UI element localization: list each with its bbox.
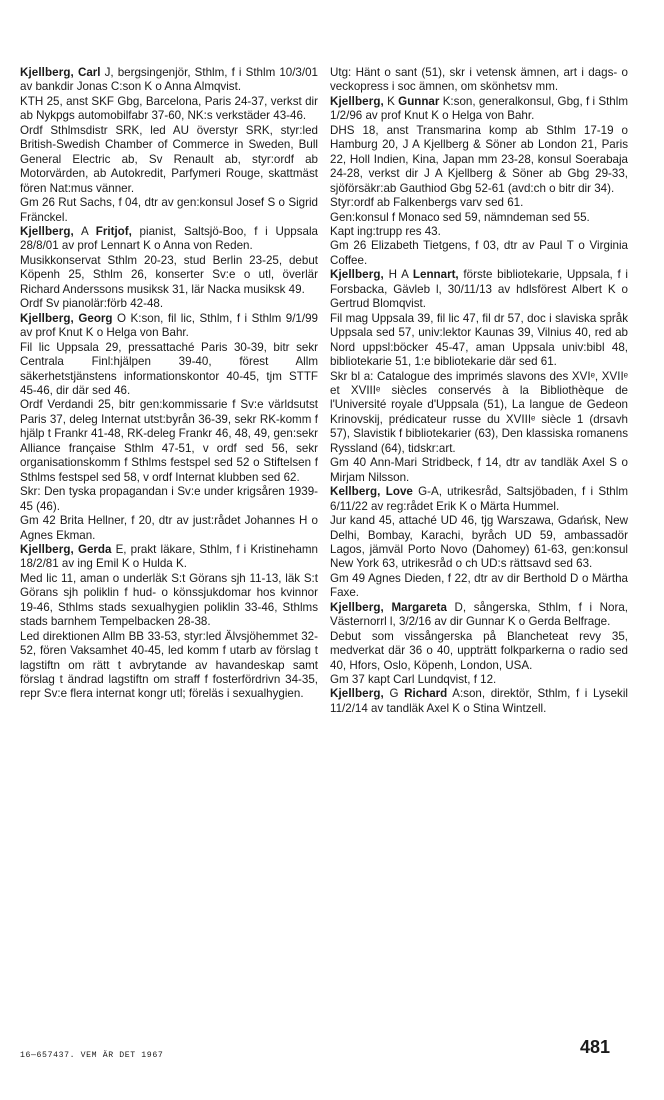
entry-given-names: K [387, 94, 395, 108]
entry-paragraph: KTH 25, anst SKF Gbg, Barcelona, Paris 24-37, verkst dir ab Nykpgs automobilfabr 37-60, NK:s verkstäder 43-46. [20, 94, 318, 123]
entry-given-names: G [389, 687, 399, 701]
entry-paragraph: Kapt ing:trupp res 43. [330, 224, 441, 238]
biography-entry [330, 66, 628, 95]
entry-heading [330, 95, 628, 124]
entry-paragraph: Fil lic Uppsala 29, pressattaché Paris 30-39, bitr sekr Centrala Finl:hjälpen 39-40, förest Allm säkerhetstjänstens informationskontor 40-45, tjm STTF 45-46, dir där sed 46. [20, 340, 318, 397]
entry-given-names: A [80, 224, 89, 238]
entry-heading [330, 268, 628, 311]
entry-called-name: Lennart, [412, 268, 459, 282]
entry-given-names: Carl [77, 66, 101, 79]
footer-imprint: 16—657437. VEM ÄR DET 1967 [20, 1051, 164, 1060]
entry-heading [330, 601, 628, 630]
entry-summary: D, sångerska, Sthlm, f i Nora, Västernorrl l, 3/2/16 av dir Gunnar K o Gerda Belfrage. [330, 600, 628, 629]
entry-paragraph: Gm 40 Ann-Mari Stridbeck, f 14, dtr av tandläk Axel S o Mirjam Nilsson. [330, 456, 628, 484]
entry-paragraph: Utg: Hänt o sant (51), skr i vetensk ämnen, art i dags- o veckopress i soc ämnen, om skönhetsv mm. [330, 66, 628, 94]
entry-given-names: Georg [78, 311, 113, 325]
entry-surname: Kellberg, [330, 485, 381, 499]
entry-paragraph: Jur kand 45, attaché UD 46, tjg Warszawa, Gdańsk, New Delhi, Bombay, Karachi, byråch UD 59, ambassadör Lagos, jämväl Porto Novo (Dahomey) 61-63, gen:konsul New York 63, utrikesråd o ch UD:s rättsavd sed 63. [330, 514, 628, 571]
entry-heading [20, 543, 318, 572]
entry-paragraph: Led direktionen Allm BB 33-53, styr:led Älvsjöhemmet 32-52, fören Vaksamhet 40-45, led komm f utarb av förslag t lagstiftn om rätt t avbrytande av havandeskap samt förslag t ändrad lagstiftn om straff f fosterfördrivn 34-35, repr Sv:e flera internat kongr utl; föreläs i sexualhygien. [20, 629, 318, 701]
biography-entry [20, 66, 318, 225]
entry-paragraph: Gm 26 Rut Sachs, f 04, dtr av gen:konsul Josef S o Sigrid Fränckel. [20, 196, 318, 224]
entry-paragraph: Gm 26 Elizabeth Tietgens, f 03, dtr av Paul T o Virginia Coffee. [330, 239, 628, 267]
entry-called-name: Richard [404, 687, 448, 701]
entry-given-names: Gerda [77, 542, 112, 556]
entry-paragraph: Ordf Verdandi 25, bitr gen:kommissarie f Sv:e världsutst Paris 37, deleg Internat utst:byrån 36-39, sekr RK-komm f hjälp t Frankr 41-48, RK-deleg Frankr 46, 48, 49, gen:sekr Alliance française Sthlm 47-51, v ordf sed 56, sekr organisationskomm f Sthlms festspel sed 52 o Stiftelsen f Sthlms festspel sed 58, v ordf Internat klubben sed 62. [20, 398, 318, 484]
entry-paragraph: Gen:konsul f Monaco sed 59, nämndeman sed 55. [330, 210, 590, 224]
entry-surname: Kjellberg, [330, 687, 384, 701]
entry-surname: Kjellberg, [330, 600, 384, 614]
entry-paragraph: Skr: Den tyska propagandan i Sv:e under krigsåren 1939-45 (46). [20, 485, 318, 513]
entry-summary: A:son, direktör, Sthlm, f i Lysekil 11/2/14 av tandläk Axel K o Stina Wintzell. [330, 687, 628, 715]
entry-paragraph: Musikkonservat Sthlm 20-23, stud Berlin 23-25, debut Köpenh 25, Sthlm 26, konserter Sv:e o utl, överlär Richard Anderssons musiksk 31, lär Nacka musiksk 49. [20, 253, 318, 296]
entry-surname: Kjellberg, [20, 542, 74, 556]
biography-entry [20, 225, 318, 312]
page-number: 481 [580, 1037, 611, 1057]
entry-paragraph: Skr bl a: Catalogue des imprimés slavons des XVIᵉ, XVIIᵉ et XVIIIᵉ siècles conservés à la Bibliothèque de l'Université royale d'Uppsala (51), La langue de Gedeon Krinovskij, prédicateur russe du XVIIIᵉ siècle 1 (drsavh 57), Slavistik f bibliotekarier (63), Den klassiska romanens Ryssland (64), tidskr:art. [330, 369, 628, 455]
entry-summary: G-A, utrikesråd, Saltsjöbaden, f i Sthlm 6/11/22 av reg:rådet Erik K o Märta Hummel. [330, 485, 628, 513]
entry-paragraph: DHS 18, anst Transmarina komp ab Sthlm 17-19 o Hamburg 20, J A Kjellberg & Söner ab London 21, Paris 22, Holl Indien, Kina, Japan mm 23-28, konsul Soerabaja 24-28, verkst dir J A Kjellberg & Söner ab Gbg 29-33, sjöförsäkr:ab Gauthiod Gbg 52-61 (avd:ch o bitr dir 34). [330, 123, 628, 195]
biography-entry [330, 268, 628, 485]
left-column [20, 66, 318, 702]
entry-given-names: H A [388, 268, 409, 282]
entry-summary: K:son, generalkonsul, Gbg, f i Sthlm 1/2/96 av prof Knut K o Helga von Bahr. [330, 94, 628, 123]
entry-paragraph: Gm 37 kapt Carl Lundqvist, f 12. [330, 673, 497, 687]
entry-summary: O K:son, fil lic, Sthlm, f i Sthlm 9/1/99 av prof Knut K o Helga von Bahr. [20, 311, 318, 340]
entry-heading [20, 225, 318, 254]
entry-paragraph: Fil mag Uppsala 39, fil lic 47, fil dr 57, doc i slaviska språk Uppsala sed 57, univ:lektor Kaunas 39, Vilnius 40, red ab Nord uppsl:böcker 45-47, aman Uppsala univ:bibl 48, bibliotekarie 51, 1:e bibliotekarie där sed 61. [330, 311, 628, 369]
entry-paragraph: Gm 49 Agnes Dieden, f 22, dtr av dir Berthold D o Märtha Faxe. [330, 571, 628, 600]
entry-surname: Kjellberg, [20, 224, 74, 238]
entry-heading [20, 312, 318, 341]
entry-summary: förste bibliotekarie, Uppsala, f i Forsbacka, Gävleb l, 30/11/13 av hdlsförest Albert K o Gertrud Blomqvist. [330, 268, 629, 311]
right-column [330, 66, 628, 716]
entry-called-name: Fritjof, [95, 224, 132, 238]
entry-surname: Kjellberg, [20, 311, 74, 325]
entry-heading [330, 687, 628, 716]
entry-given-names: Margareta [391, 600, 447, 614]
entry-heading [20, 66, 318, 95]
biography-entry [330, 687, 628, 716]
entry-summary: J, bergsingenjör, Sthlm, f i Sthlm 10/3/01 av bankdir Jonas C:son K o Anna Almqvist. [20, 66, 318, 94]
entry-surname: Kjellberg, [330, 268, 384, 282]
entry-summary: E, prakt läkare, Sthlm, f i Kristinehamn 18/2/81 av ing Emil K o Hulda K. [20, 542, 318, 571]
entry-summary: pianist, Saltsjö-Boo, f i Uppsala 28/8/01 av prof Lennart K o Anna von Reden. [20, 224, 318, 253]
entry-paragraph: Ordf Sv pianolär:förb 42-48. [20, 297, 164, 311]
entry-paragraph: Med lic 11, aman o underläk S:t Görans sjh 11-13, läk S:t Görans sjh poliklin f hud- o könssjukdomar hos kvinnor 19-46, Sthlms stads sexualhygien poliklin 33-46, Sthlms stads barnhem Tempelbacken 28-38. [20, 571, 318, 629]
entry-surname: Kjellberg, [20, 66, 74, 79]
entry-paragraph: Styr:ordf ab Falkenbergs varv sed 61. [330, 196, 524, 210]
entry-called-name: Gunnar [398, 94, 440, 108]
biography-entry [330, 95, 628, 268]
entry-paragraph: Debut som vissångerska på Blancheteat revy 35, medverkat där 36 o 40, uppträtt folkparkerna o radio sed 40, Hfors, Oslo, Köpenh, London, USA. [330, 629, 628, 672]
entry-surname: Kjellberg, [330, 94, 384, 108]
biography-entry [20, 543, 318, 702]
biography-entry [330, 601, 628, 688]
biography-entry [20, 312, 318, 543]
entry-paragraph: Gm 42 Brita Hellner, f 20, dtr av just:rådet Johannes H o Agnes Ekman. [20, 514, 318, 542]
entry-paragraph: Ordf Sthlmsdistr SRK, led AU överstyr SRK, styr:led British-Swedish Chamber of Commerce in Sweden, Bull General Electric ab, Sv Renault ab, styr:ordf ab Motorvärden, ab Autokredit, Parfymeri Rouge, skattmäst fören Nat:mus vänner. [20, 123, 318, 195]
entry-given-names: Love [385, 485, 413, 499]
biography-entry [330, 485, 628, 601]
entry-heading [330, 485, 628, 514]
